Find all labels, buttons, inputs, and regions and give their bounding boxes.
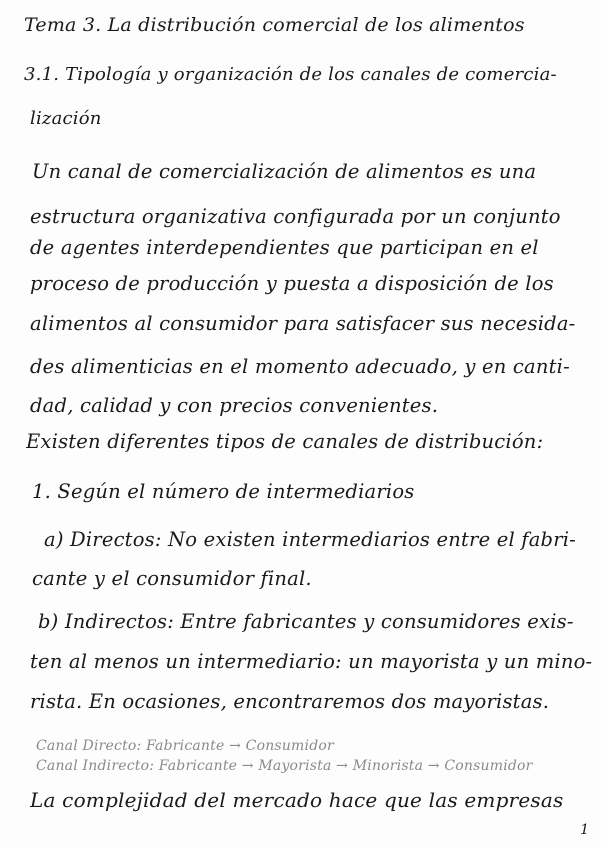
paragraph-line: estructura organizativa configurada por un conjunto (30, 205, 561, 228)
list-item-indirect: b) Indirectos: Entre fabricantes y consumidores exis- (38, 610, 574, 633)
paragraph-line: Existen diferentes tipos de canales de distribución: (26, 430, 544, 453)
paragraph-line: proceso de producción y puesta a disposición de los (30, 272, 554, 295)
page-number: 1 (580, 822, 589, 838)
title-divider (22, 46, 582, 47)
section-heading-line2: lización (30, 108, 102, 129)
list-heading: 1. Según el número de intermediarios (32, 480, 415, 503)
paragraph-line: dad, calidad y con precios convenientes. (30, 394, 439, 417)
paragraph-line: des alimenticias en el momento adecuado, y en canti- (30, 355, 570, 378)
paragraph-line: de agentes interdependientes que participan en el (30, 236, 539, 259)
pencil-note-indirect: Canal Indirecto: Fabricante → Mayorista → Minorista → Consumidor (36, 758, 533, 774)
list-item-direct: a) Directos: No existen intermediarios entre el fabri- (44, 528, 576, 551)
pencil-note-direct: Canal Directo: Fabricante → Consumidor (36, 738, 334, 754)
list-item-direct-cont: cante y el consumidor final. (32, 567, 312, 590)
paragraph-line: alimentos al consumidor para satisfacer sus necesida- (30, 312, 576, 335)
paragraph-line: Un canal de comercialización de alimentos es una (32, 160, 537, 183)
page-title: Tema 3. La distribución comercial de los alimentos (24, 14, 525, 36)
list-item-indirect-cont: rista. En ocasiones, encontraremos dos mayoristas. (30, 690, 550, 713)
list-item-indirect-cont: ten al menos un intermediario: un mayorista y un mino- (30, 650, 593, 673)
section-heading-line1: 3.1. Tipología y organización de los canales de comercia- (24, 64, 557, 85)
paragraph-line: La complejidad del mercado hace que las empresas (30, 788, 564, 812)
